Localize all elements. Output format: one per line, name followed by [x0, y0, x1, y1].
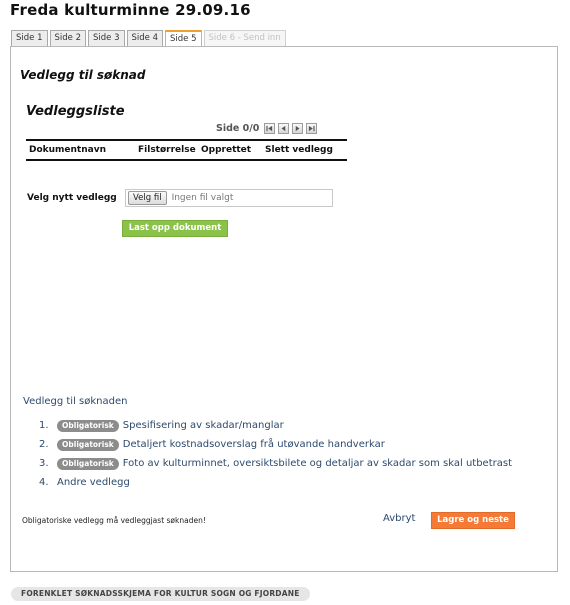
item-text: Andre vedlegg — [57, 477, 130, 488]
attachments-table — [26, 139, 347, 161]
tab-side-2[interactable]: Side 2 — [50, 30, 87, 46]
item-text: Spesifisering av skadar/manglar — [122, 420, 284, 431]
required-badge: Obligatorisk — [57, 420, 119, 432]
tab-side-3[interactable]: Side 3 — [88, 30, 125, 46]
tab-side-4[interactable]: Side 4 — [127, 30, 164, 46]
list-item — [39, 416, 512, 435]
column-header-delete: Slett vedlegg — [265, 145, 333, 155]
cancel-link[interactable]: Avbryt — [383, 513, 416, 524]
required-attachments-list — [39, 416, 512, 492]
section-title: Vedlegg til søknad — [20, 68, 146, 82]
item-text: Detaljert kostnadsoverslag frå utøvande handverkar — [122, 439, 385, 450]
first-page-icon[interactable] — [264, 123, 275, 134]
list-item — [39, 454, 512, 473]
pager-status: Side 0/0 — [216, 123, 260, 134]
tab-bar — [11, 30, 286, 46]
upload-document-button[interactable]: Last opp dokument — [122, 220, 228, 237]
tab-side-1[interactable]: Side 1 — [11, 30, 48, 46]
column-header-created: Opprettet — [201, 145, 252, 155]
column-header-file-size: Filstørrelse — [138, 145, 196, 155]
item-number: 1. — [39, 420, 49, 431]
choose-file-button[interactable]: Velg fil — [128, 191, 167, 205]
previous-page-icon[interactable] — [278, 123, 289, 134]
list-item — [39, 473, 512, 492]
tab-side-5[interactable]: Side 5 — [165, 30, 202, 47]
last-page-icon[interactable] — [306, 123, 317, 134]
next-page-icon[interactable] — [292, 123, 303, 134]
item-number: 4. — [39, 477, 49, 488]
item-text: Foto av kulturminnet, oversiktsbilete og detaljar av skadar som skal utbetrast — [122, 458, 512, 469]
attachment-list-title: Vedleggsliste — [26, 104, 125, 119]
item-number: 3. — [39, 458, 49, 469]
save-and-next-button[interactable]: Lagre og neste — [431, 512, 515, 529]
footer-badge: FORENKLET SØKNADSSKJEMA FOR KULTUR SOGN OG FJORDANE — [11, 587, 310, 601]
required-badge: Obligatorisk — [57, 439, 119, 451]
upload-label: Velg nytt vedlegg — [27, 193, 117, 203]
list-item — [39, 435, 512, 454]
tab-side-6-send-inn: Side 6 - Send inn — [204, 30, 286, 46]
pager — [216, 123, 317, 134]
required-badge: Obligatorisk — [57, 458, 119, 470]
column-header-document-name: Dokumentnavn — [29, 145, 106, 155]
app-title: Freda kulturminne 29.09.16 — [10, 1, 251, 19]
file-status: Ingen fil valgt — [171, 193, 234, 203]
required-note: Obligatoriske vedlegg må vedleggjast søknaden! — [22, 516, 206, 525]
required-attachments-heading: Vedlegg til søknaden — [23, 396, 128, 407]
file-input[interactable] — [125, 189, 333, 207]
item-number: 2. — [39, 439, 49, 450]
main-panel — [10, 46, 558, 572]
